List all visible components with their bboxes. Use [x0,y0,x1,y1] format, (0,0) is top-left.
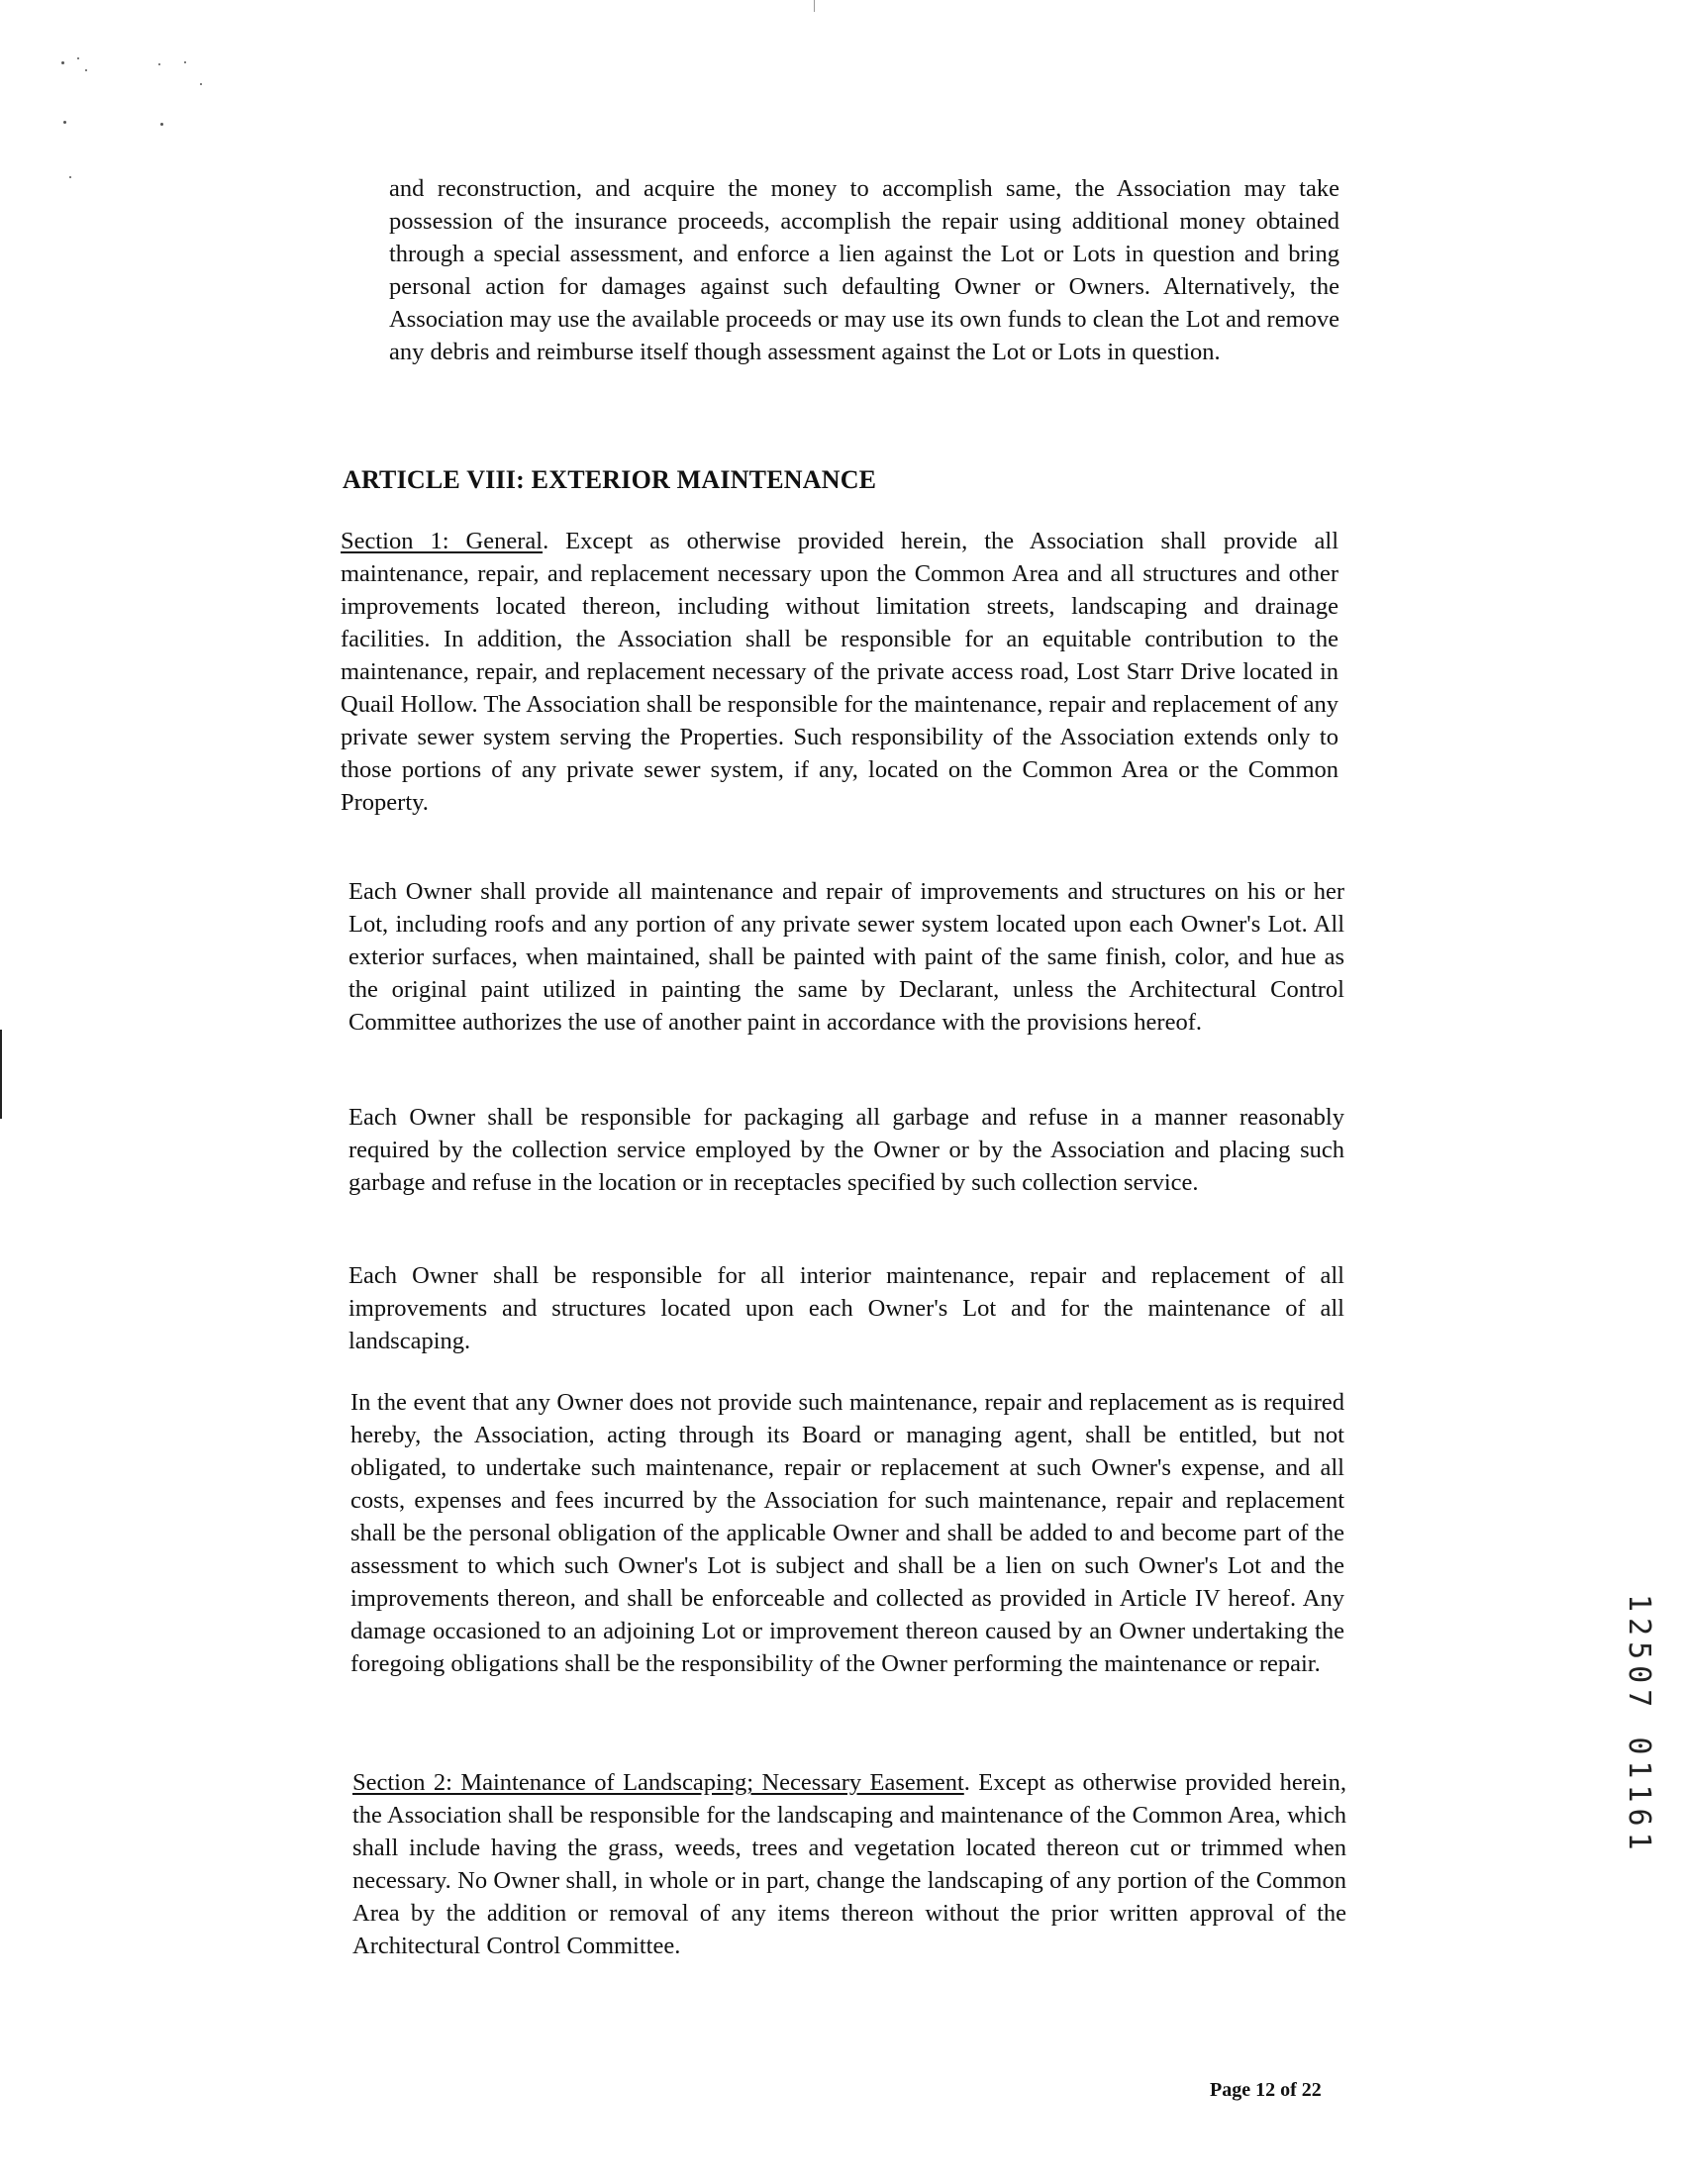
scan-speck [69,176,71,178]
scan-speck [200,83,202,85]
owner-maintenance-paragraph: Each Owner shall provide all maintenance and repair of improvements and structures on his or her Lot, including roofs and any portion of any private sewer system located upon each Owner's Lot. All exterior surfaces, when maintained, shall be painted with paint of the same finish, color, and hue as the original paint utilized in painting the same by Declarant, unless the Architectural Control Committee authorizes the use of another paint in accordance with the provisions hereof. [348,878,1344,1036]
interior-maintenance-paragraph: Each Owner shall be responsible for all interior maintenance, repair and replacement of all improvements and structures located upon each Owner's Lot and for the maintenance of all landscaping. [348,1262,1344,1354]
scan-speck [85,69,87,71]
scan-edge-mark [814,0,815,12]
section-1-paragraph [341,525,1338,819]
section-2-paragraph [352,1766,1346,1962]
page-number: Page 12 of 22 [1210,2079,1322,2101]
recording-stamp: 12507 01161 [1622,1594,1656,1856]
scan-speck [160,123,163,126]
intro-paragraph: and reconstruction, and acquire the money to accomplish same, the Association may take possession of the insurance proceeds, accomplish the repair using additional money obtained through a special assessment, and enforce a lien against the Lot or Lots in question and bring personal action for damages against such defaulting Owner or Owners. Alternatively, the Association may use the available proceeds or may use its own funds to clean the Lot and remove any debris and reimburse itself though assessment against the Lot or Lots in question. [389,175,1339,365]
section-2-title: Section 2: Maintenance of Landscaping; Necessary Easement [352,1769,964,1796]
garbage-paragraph: Each Owner shall be responsible for packaging all garbage and refuse in a manner reasonably required by the collection service employed by the Owner or by the Association and placing such garbage and refuse in the location or in receptacles specified by such collection service. [348,1104,1344,1196]
owner-default-paragraph: In the event that any Owner does not provide such maintenance, repair and replacement as is required hereby, the Association, acting through its Board or managing agent, shall be entitled, but not obligated, to undertake such maintenance, repair or replacement at such Owner's expense, and all costs, expenses and fees incurred by the Association for such maintenance, repair and replacement shall be the personal obligation of the applicable Owner and shall be added to and become part of the assessment to which such Owner's Lot is subject and shall be a lien on such Owner's Lot and the improvements thereon, and shall be enforceable and collected as provided in Article IV hereof. Any damage occasioned to an adjoining Lot or improvement thereon caused by an Owner undertaking the foregoing obligations shall be the responsibility of the Owner performing the maintenance or repair. [350,1389,1344,1677]
scan-speck [61,61,64,64]
article-heading: ARTICLE VIII: EXTERIOR MAINTENANCE [343,465,877,494]
section-2-body: . Except as otherwise provided herein, the Association shall be responsible for the landscaping and maintenance of the Common Area, which shall include having the grass, weeds, trees and vegetation located thereon cut or trimmed when necessary. No Owner shall, in whole or in part, change the landscaping of any portion of the Common Area by the addition or removal of any items thereon without the prior written approval of the Architectural Control Committee. [352,1769,1346,1959]
scan-speck [77,57,79,59]
section-1-title: Section 1: General [341,528,544,554]
scan-edge-mark [0,1030,2,1119]
section-1-body: . Except as otherwise provided herein, the Association shall provide all maintenance, repair, and replacement necessary upon the Common Area and all structures and other improvements located thereon, including without limitation streets, landscaping and drainage facilities. In addition, the Association shall be responsible for an equitable contribution to the maintenance, repair, and replacement necessary of the private access road, Lost Starr Drive located in Quail Hollow. The Association shall be responsible for the maintenance, repair and replacement of any private sewer system serving the Properties. Such responsibility of the Association extends only to those portions of any private sewer system, if any, located on the Common Area or the Common Property. [341,528,1339,816]
scan-speck [158,63,160,65]
scan-speck [184,61,186,63]
scan-speck [63,121,66,124]
